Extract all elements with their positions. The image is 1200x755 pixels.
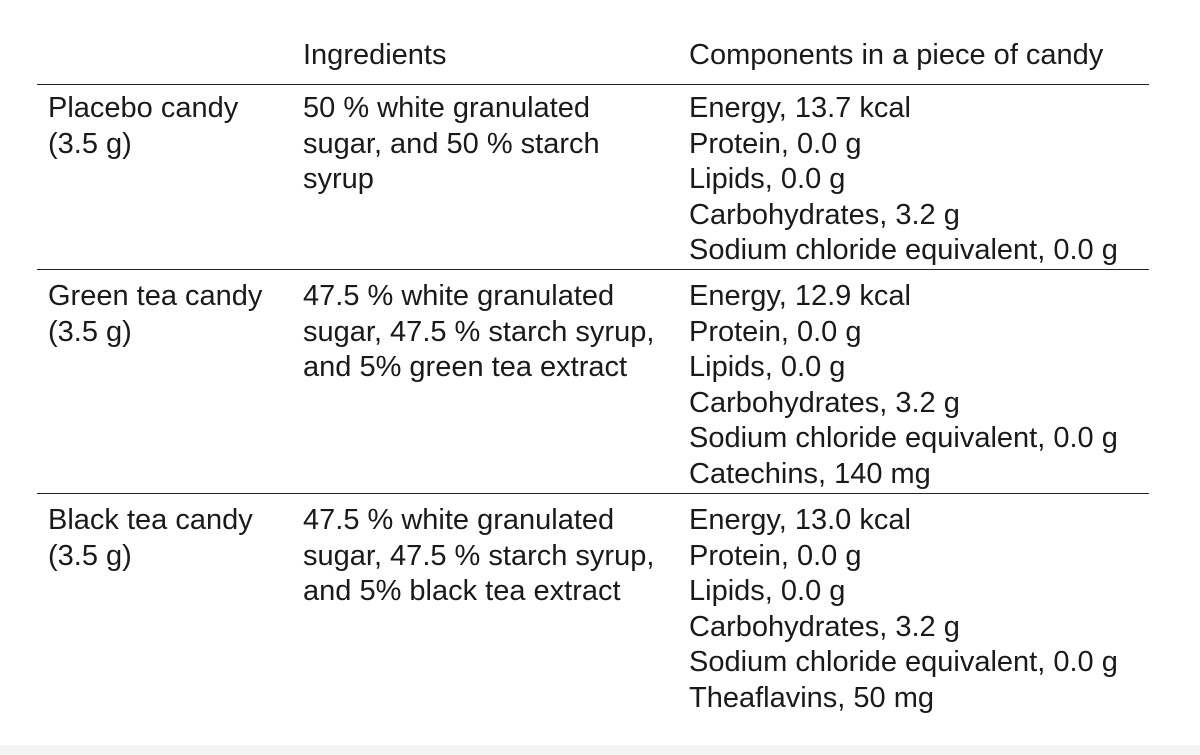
component-line: Sodium chloride equivalent, 0.0 g: [689, 422, 1118, 454]
candy-weight: (3.5 g): [48, 315, 132, 348]
table-header-row: [37, 0, 1149, 85]
ingredients-cell: [303, 279, 654, 386]
ingredient-line: 47.5 % white granulated: [303, 280, 615, 312]
candy-name: Placebo candy: [48, 92, 239, 124]
ingredient-line: sugar, 47.5 % starch syrup,: [303, 315, 655, 348]
ingredients-cell: [303, 503, 654, 610]
ingredient-line: 50 % white granulated: [303, 92, 590, 124]
components-cell: [689, 503, 1118, 716]
component-line: Lipids, 0.0 g: [689, 351, 846, 383]
ingredient-line: sugar, 47.5 % starch syrup,: [303, 539, 655, 572]
candy-name-cell: [48, 91, 238, 162]
table-row: [37, 85, 1149, 270]
component-line: Lipids, 0.0 g: [689, 163, 846, 195]
table-row: [37, 270, 1149, 494]
candy-weight: (3.5 g): [48, 127, 132, 160]
component-line: Protein, 0.0 g: [689, 315, 862, 348]
ingredients-cell: [303, 91, 600, 198]
component-line: Carbohydrates, 3.2 g: [689, 198, 960, 231]
ingredient-line: sugar, and 50 % starch: [303, 127, 600, 160]
table-row: [37, 494, 1149, 755]
component-line: Protein, 0.0 g: [689, 127, 862, 160]
component-line: Catechins, 140 mg: [689, 457, 931, 490]
ingredient-line: 47.5 % white granulated: [303, 504, 615, 536]
component-line: Energy, 13.7 kcal: [689, 92, 911, 124]
component-line: Theaflavins, 50 mg: [689, 681, 935, 714]
ingredient-line: and 5% green tea extract: [303, 351, 628, 383]
page-bottom-shade: [0, 745, 1200, 755]
components-cell: [689, 91, 1118, 269]
component-line: Sodium chloride equivalent, 0.0 g: [689, 646, 1118, 678]
candy-composition-table: [37, 0, 1149, 755]
candy-name-cell: [48, 279, 262, 350]
ingredient-line: syrup: [303, 163, 374, 195]
header-ingredients: Ingredients: [303, 39, 447, 71]
component-line: Lipids, 0.0 g: [689, 575, 846, 607]
component-line: Sodium chloride equivalent, 0.0 g: [689, 234, 1118, 266]
component-line: Protein, 0.0 g: [689, 539, 862, 572]
candy-name-cell: [48, 503, 253, 574]
header-components: Components in a piece of candy: [689, 39, 1104, 71]
component-line: Carbohydrates, 3.2 g: [689, 386, 960, 419]
components-cell: [689, 279, 1118, 492]
candy-name: Black tea candy: [48, 504, 253, 536]
candy-weight: (3.5 g): [48, 539, 132, 572]
component-line: Energy, 13.0 kcal: [689, 504, 911, 536]
component-line: Energy, 12.9 kcal: [689, 280, 911, 312]
ingredient-line: and 5% black tea extract: [303, 575, 621, 607]
component-line: Carbohydrates, 3.2 g: [689, 610, 960, 643]
candy-name: Green tea candy: [48, 280, 263, 312]
